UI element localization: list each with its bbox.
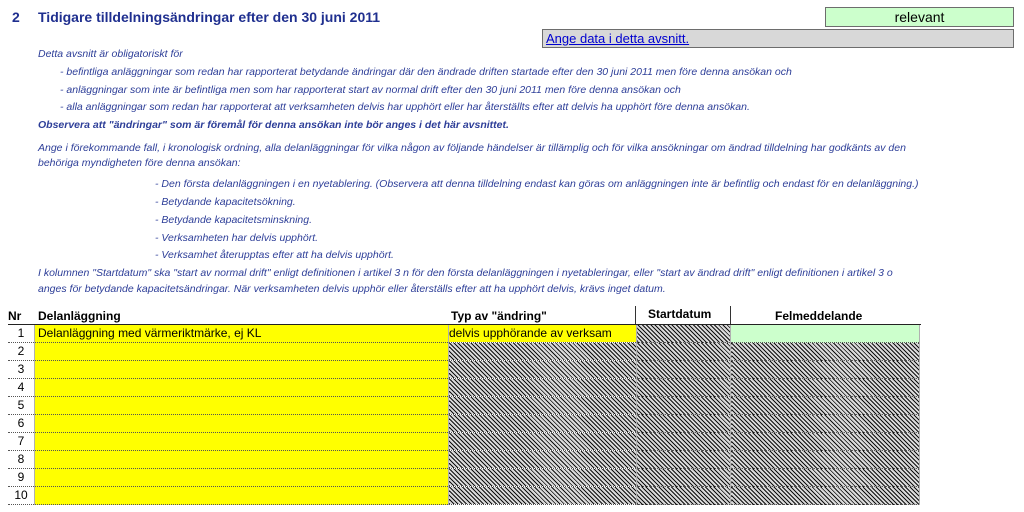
intro-bullet-3: - alla anläggningar som redan har rapporterat att verksamheten delvis har upphört eller har återställts efter att delvis ha upphört före denna ansökan. [60, 101, 750, 113]
column-header-nr: Nr [8, 309, 22, 323]
event-item-4: - Verksamheten har delvis upphört. [155, 232, 319, 244]
column-header-startdatum: Startdatum [648, 307, 712, 321]
typ-cell [449, 343, 637, 361]
delanlaggning-cell[interactable]: Delanläggning med värmeriktmärke, ej KL [35, 325, 449, 343]
typ-cell [449, 451, 637, 469]
felmeddelande-cell [731, 397, 920, 415]
event-item-5: - Verksamhet återupptas efter att ha delvis upphört. [155, 249, 394, 261]
table-row [8, 343, 920, 361]
relevance-status-cell[interactable]: relevant [825, 7, 1014, 27]
delanlaggning-cell[interactable] [35, 487, 449, 505]
intro-lead: Detta avsnitt är obligatoriskt för [38, 48, 183, 60]
startdatum-cell [637, 343, 731, 361]
instruction-line-2: behöriga myndigheten före denna ansökan: [38, 157, 241, 169]
typ-cell [449, 415, 637, 433]
section-title: Tidigare tilldelningsändringar efter den 30 juni 2011 [38, 9, 381, 25]
table-row [8, 325, 920, 343]
row-number: 8 [8, 451, 35, 469]
row-number: 10 [8, 487, 35, 505]
table-row [8, 487, 920, 505]
column-header-typ: Typ av "ändring" [451, 309, 547, 323]
intro-bullet-2: - anläggningar som inte är befintliga men som har rapporterat start av normal drift efter den 30 juni 2011 men före denna ansökan och [60, 84, 681, 96]
event-item-2: - Betydande kapacitetsökning. [155, 196, 296, 208]
delanlaggning-cell[interactable] [35, 397, 449, 415]
table-row [8, 361, 920, 379]
table-row [8, 415, 920, 433]
typ-cell [449, 361, 637, 379]
felmeddelande-cell [731, 433, 920, 451]
startdatum-cell [637, 469, 731, 487]
row-number: 2 [8, 343, 35, 361]
startdatum-cell [637, 397, 731, 415]
table-row [8, 379, 920, 397]
felmeddelande-cell [731, 343, 920, 361]
startdate-note-line-2: anges för betydande kapacitetsändringar. När verksamheten delvis upphör eller återställs efter att ha upphört delvis, krävs inget datum. [38, 283, 666, 295]
table-row [8, 469, 920, 487]
startdatum-cell [637, 361, 731, 379]
delanlaggning-cell[interactable] [35, 379, 449, 397]
startdatum-cell [637, 433, 731, 451]
felmeddelande-cell [731, 415, 920, 433]
intro-bullet-1: - befintliga anläggningar som redan har rapporterat betydande ändringar där den ändrade driften startade efter den 30 juni 2011 men före denna ansökan och [60, 66, 792, 78]
header-divider [730, 306, 731, 326]
startdatum-cell [637, 415, 731, 433]
startdatum-cell [637, 451, 731, 469]
row-number: 7 [8, 433, 35, 451]
felmeddelande-cell [731, 487, 920, 505]
row-number: 1 [8, 325, 35, 343]
enter-data-link[interactable]: Ange data i detta avsnitt. [542, 29, 1014, 48]
typ-cell [449, 379, 637, 397]
felmeddelande-cell [731, 379, 920, 397]
table-row [8, 433, 920, 451]
felmeddelande-cell [731, 361, 920, 379]
event-item-3: - Betydande kapacitetsminskning. [155, 214, 313, 226]
felmeddelande-cell [731, 325, 920, 343]
instruction-line-1: Ange i förekommande fall, i kronologisk ordning, alla delanläggningar för vilka någon av följande händelser är tillämplig och för vilka ansökningar om ändrad tilldelning har godkänts av den [38, 142, 906, 154]
delanlaggning-cell[interactable] [35, 361, 449, 379]
typ-cell [449, 397, 637, 415]
felmeddelande-cell [731, 451, 920, 469]
intro-note: Observera att "ändringar" som är föremål för denna ansökan inte bör anges i det här avsnittet. [38, 119, 509, 131]
felmeddelande-cell [731, 469, 920, 487]
delanlaggning-cell[interactable] [35, 451, 449, 469]
header-divider [635, 306, 636, 326]
row-number: 4 [8, 379, 35, 397]
delanlaggning-cell[interactable] [35, 433, 449, 451]
row-number: 6 [8, 415, 35, 433]
column-header-delanlaggning: Delanläggning [38, 309, 121, 323]
delanlaggning-cell[interactable] [35, 469, 449, 487]
changes-table [8, 325, 920, 505]
section-number: 2 [12, 9, 20, 25]
typ-cell [449, 487, 637, 505]
event-item-1: - Den första delanläggningen i en nyetablering. (Observera att denna tilldelning endast kan göras om anläggningen inte är befintlig och endast för en delanläggning.) [155, 178, 919, 190]
typ-cell[interactable]: delvis upphörande av verksam [449, 325, 637, 343]
startdatum-cell [637, 325, 731, 343]
table-row [8, 397, 920, 415]
typ-cell [449, 433, 637, 451]
startdate-note-line-1: I kolumnen "Startdatum" ska "start av normal drift" enligt definitionen i artikel 3 n för den första delanläggningen i nyetableringar, eller "start av ändrad drift" enligt definitionen i artikel 3 o [38, 267, 893, 279]
delanlaggning-cell[interactable] [35, 343, 449, 361]
row-number: 3 [8, 361, 35, 379]
table-row [8, 451, 920, 469]
row-number: 9 [8, 469, 35, 487]
column-header-felmeddelande: Felmeddelande [775, 309, 863, 323]
startdatum-cell [637, 487, 731, 505]
typ-cell [449, 469, 637, 487]
row-number: 5 [8, 397, 35, 415]
delanlaggning-cell[interactable] [35, 415, 449, 433]
startdatum-cell [637, 379, 731, 397]
